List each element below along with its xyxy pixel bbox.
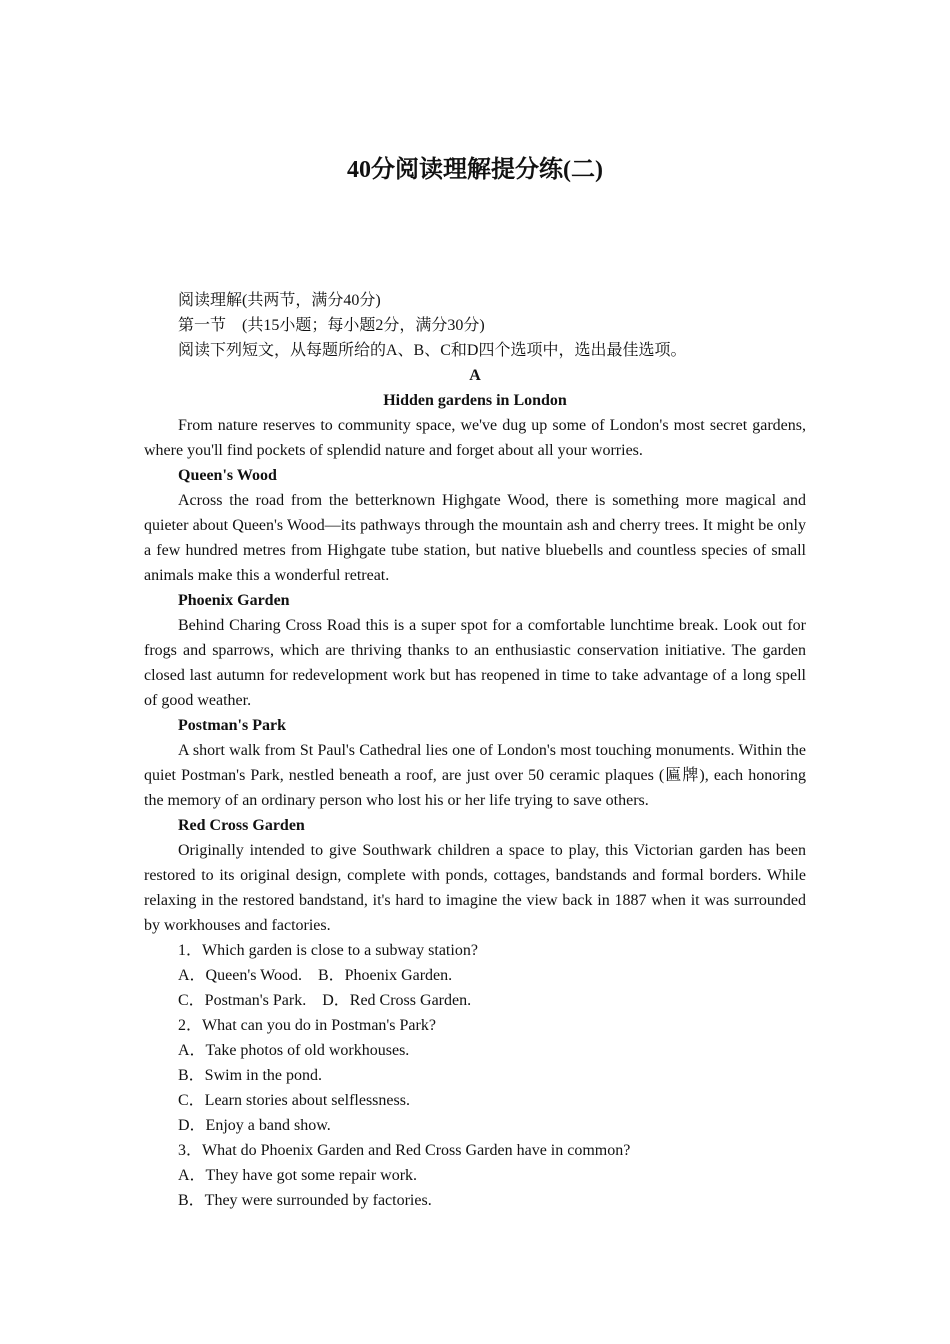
document-body xyxy=(144,288,806,1213)
question-option-line: C．Postman's Park. D．Red Cross Garden. xyxy=(178,992,472,1009)
section-text-postmans-park: A short walk from St Paul's Cathedral lies one of London's most touching monuments. Within the quiet Postman's Park, nestled beneath a roof, are just over 50 ceramic plaques (匾牌), each honoring the memory of an ordinary person who lost his or her life trying to save others. xyxy=(144,742,806,809)
section-text-red-cross-garden: Originally intended to give Southwark children a space to play, this Victorian garden has been restored to its original design, complete with ponds, cottages, bandstands and formal borders. While relaxing in the restored bandstand, it's hard to imagine the view back in 1887 when it was surrounded by workhouses and factories. xyxy=(144,842,806,934)
passage-intro: From nature reserves to community space, we've dug up some of London's most secret gardens, where you'll find pockets of splendid nature and forget about all your worries. xyxy=(144,417,806,459)
section-heading-postmans-park: Postman's Park xyxy=(178,717,286,734)
section-heading-phoenix-garden: Phoenix Garden xyxy=(178,592,290,609)
question-stem: 3．What do Phoenix Garden and Red Cross Garden have in common? xyxy=(178,1142,631,1159)
question-option-line: A．Take photos of old workhouses. xyxy=(178,1042,410,1059)
passage-title: Hidden gardens in London xyxy=(383,392,567,409)
section-heading: 阅读理解(共两节，满分40分) xyxy=(178,292,381,309)
question-option-line: A．They have got some repair work. xyxy=(178,1167,418,1184)
section-text-phoenix-garden: Behind Charing Cross Road this is a super spot for a comfortable lunchtime break. Look out for frogs and sparrows, which are thriving thanks to an enthusiastic conservation initiative. The garden closed last autumn for redevelopment work but has reopened in time to take advantage of a long spell of good weather. xyxy=(144,617,806,709)
section-text-queens-wood: Across the road from the betterknown Highgate Wood, there is something more magical and quieter about Queen's Wood—its pathways through the mountain ash and cherry trees. It might be only a few hundred metres from Highgate tube station, but native bluebells and countless species of small animals make this a wonderful retreat. xyxy=(144,492,806,584)
part-heading: 第一节 (共15小题；每小题2分，满分30分) xyxy=(178,317,485,334)
question-option-line: B．They were surrounded by factories. xyxy=(178,1192,432,1209)
question-option-line: C．Learn stories about selflessness. xyxy=(178,1092,410,1109)
section-heading-red-cross-garden: Red Cross Garden xyxy=(178,817,305,834)
question-option-line: A．Queen's Wood. B．Phoenix Garden. xyxy=(178,967,453,984)
question-stem: 2．What can you do in Postman's Park? xyxy=(178,1017,436,1034)
passage-label: A xyxy=(469,367,481,384)
section-heading-queens-wood: Queen's Wood xyxy=(178,467,277,484)
question-stem: 1．Which garden is close to a subway station? xyxy=(178,942,478,959)
question-option-line: B．Swim in the pond. xyxy=(178,1067,323,1084)
instructions: 阅读下列短文，从每题所给的A、B、C和D四个选项中，选出最佳选项。 xyxy=(178,342,687,359)
question-option-line: D．Enjoy a band show. xyxy=(178,1117,331,1134)
page-title: 40分阅读理解提分练(二) xyxy=(347,157,603,183)
